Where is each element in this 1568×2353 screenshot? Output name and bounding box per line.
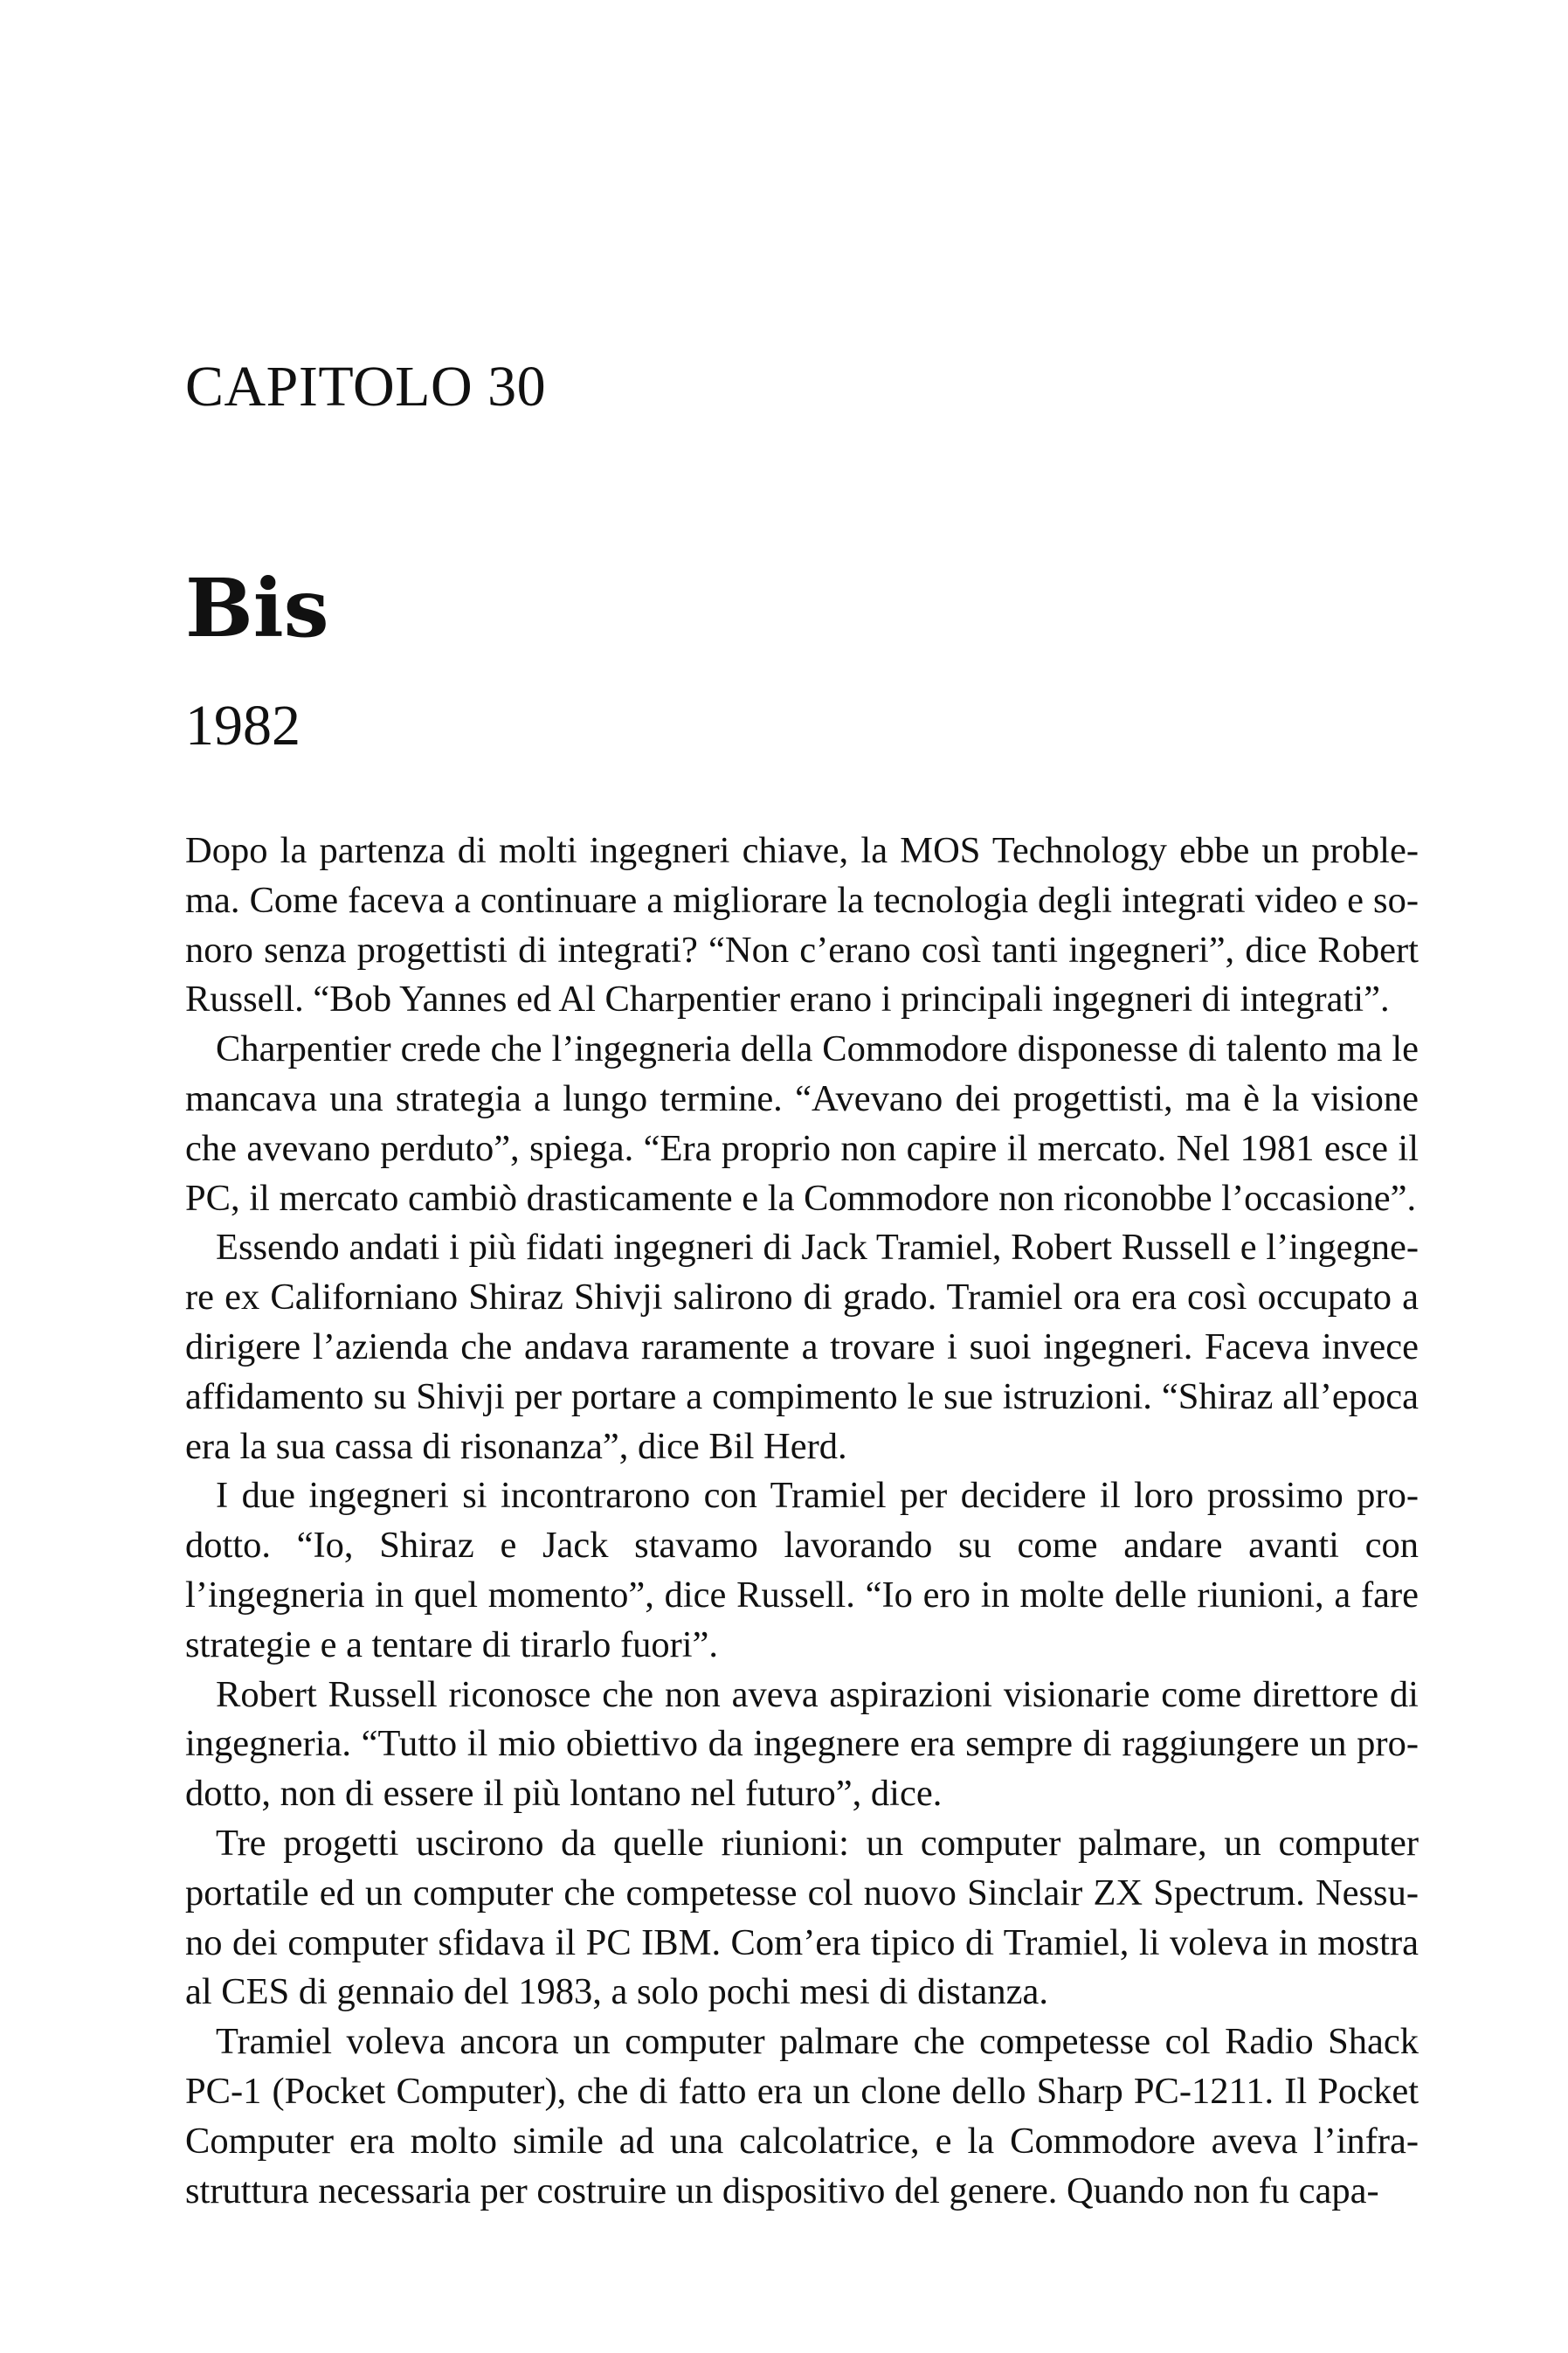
- chapter-body: [185, 827, 1419, 2216]
- paragraph: Essendo andati i più fidati ingegneri di Jack Tramiel, Robert Russell e l’ingegnere ex Californiano Shiraz Shivji salirono di grado. Tramiel ora era così occupato a dirigere l’azienda che andava raramente a trovare i suoi ingegneri. Faceva invece affidamento su Shivji per portare a compimento le sue istruzioni. “Shiraz all’epoca era la sua cassa di risonanza”, dice Bil Herd.: [185, 1227, 1419, 1467]
- paragraph: Charpentier crede che l’ingegneria della Commodore disponesse di talento ma le mancava una strategia a lungo termine. “Avevano dei progettisti, ma è la visione che avevano perduto”, spiega. “Era proprio non capire il mercato. Nel 1981 esce il PC, il mercato cambiò drasticamente e la Commodore non riconobbe l’occasione”.: [185, 1028, 1419, 1219]
- chapter-title: Bis: [185, 561, 329, 655]
- chapter-label: CAPITOLO 30: [185, 355, 547, 419]
- paragraph: Tre progetti uscirono da quelle riunioni: un computer palmare, un computer portatile ed un computer che competesse col nuovo Sinclair ZX Spectrum. Nessuno dei computer sfidava il PC IBM. Com’era tipico di Tramiel, li voleva in mostra al CES di gennaio del 1983, a solo pochi mesi di distanza.: [185, 1822, 1419, 2013]
- paragraph: Tramiel voleva ancora un computer palmare che competesse col Radio Shack PC-1 (Pocket Computer), che di fatto era un clone dello Sharp PC-1211. Il Pocket Computer era molto simile ad una calcolatrice, e la Commodore aveva l’infrastruttura necessaria per costruire un dispositivo del genere. Quando non fu capa-: [185, 2021, 1419, 2211]
- paragraph: I due ingegneri si incontrarono con Tramiel per decidere il loro prossimo prodotto. “Io, Shiraz e Jack stavamo lavorando su come andare avanti con l’ingegneria in quel momento”, dice Russell. “Io ero in molte delle riunioni, a fare strategie e a tentare di tirarlo fuori”.: [185, 1475, 1419, 1665]
- paragraph: Robert Russell riconosce che non aveva aspirazioni visionarie come direttore di ingegneria. “Tutto il mio obiettivo da ingegnere era sempre di raggiungere un prodotto, non di essere il più lontano nel futuro”, dice.: [185, 1673, 1419, 1815]
- paragraph: Dopo la partenza di molti ingegneri chiave, la MOS Technology ebbe un problema. Come faceva a continuare a migliorare la tecnologia degli integrati video e sonoro senza progettisti di integrati? “Non c’erano così tanti ingegneri”, dice Robert Russell. “Bob Yannes ed Al Charpentier erano i principali ingegneri di integrati”.: [185, 830, 1419, 1021]
- chapter-year: 1982: [185, 694, 300, 758]
